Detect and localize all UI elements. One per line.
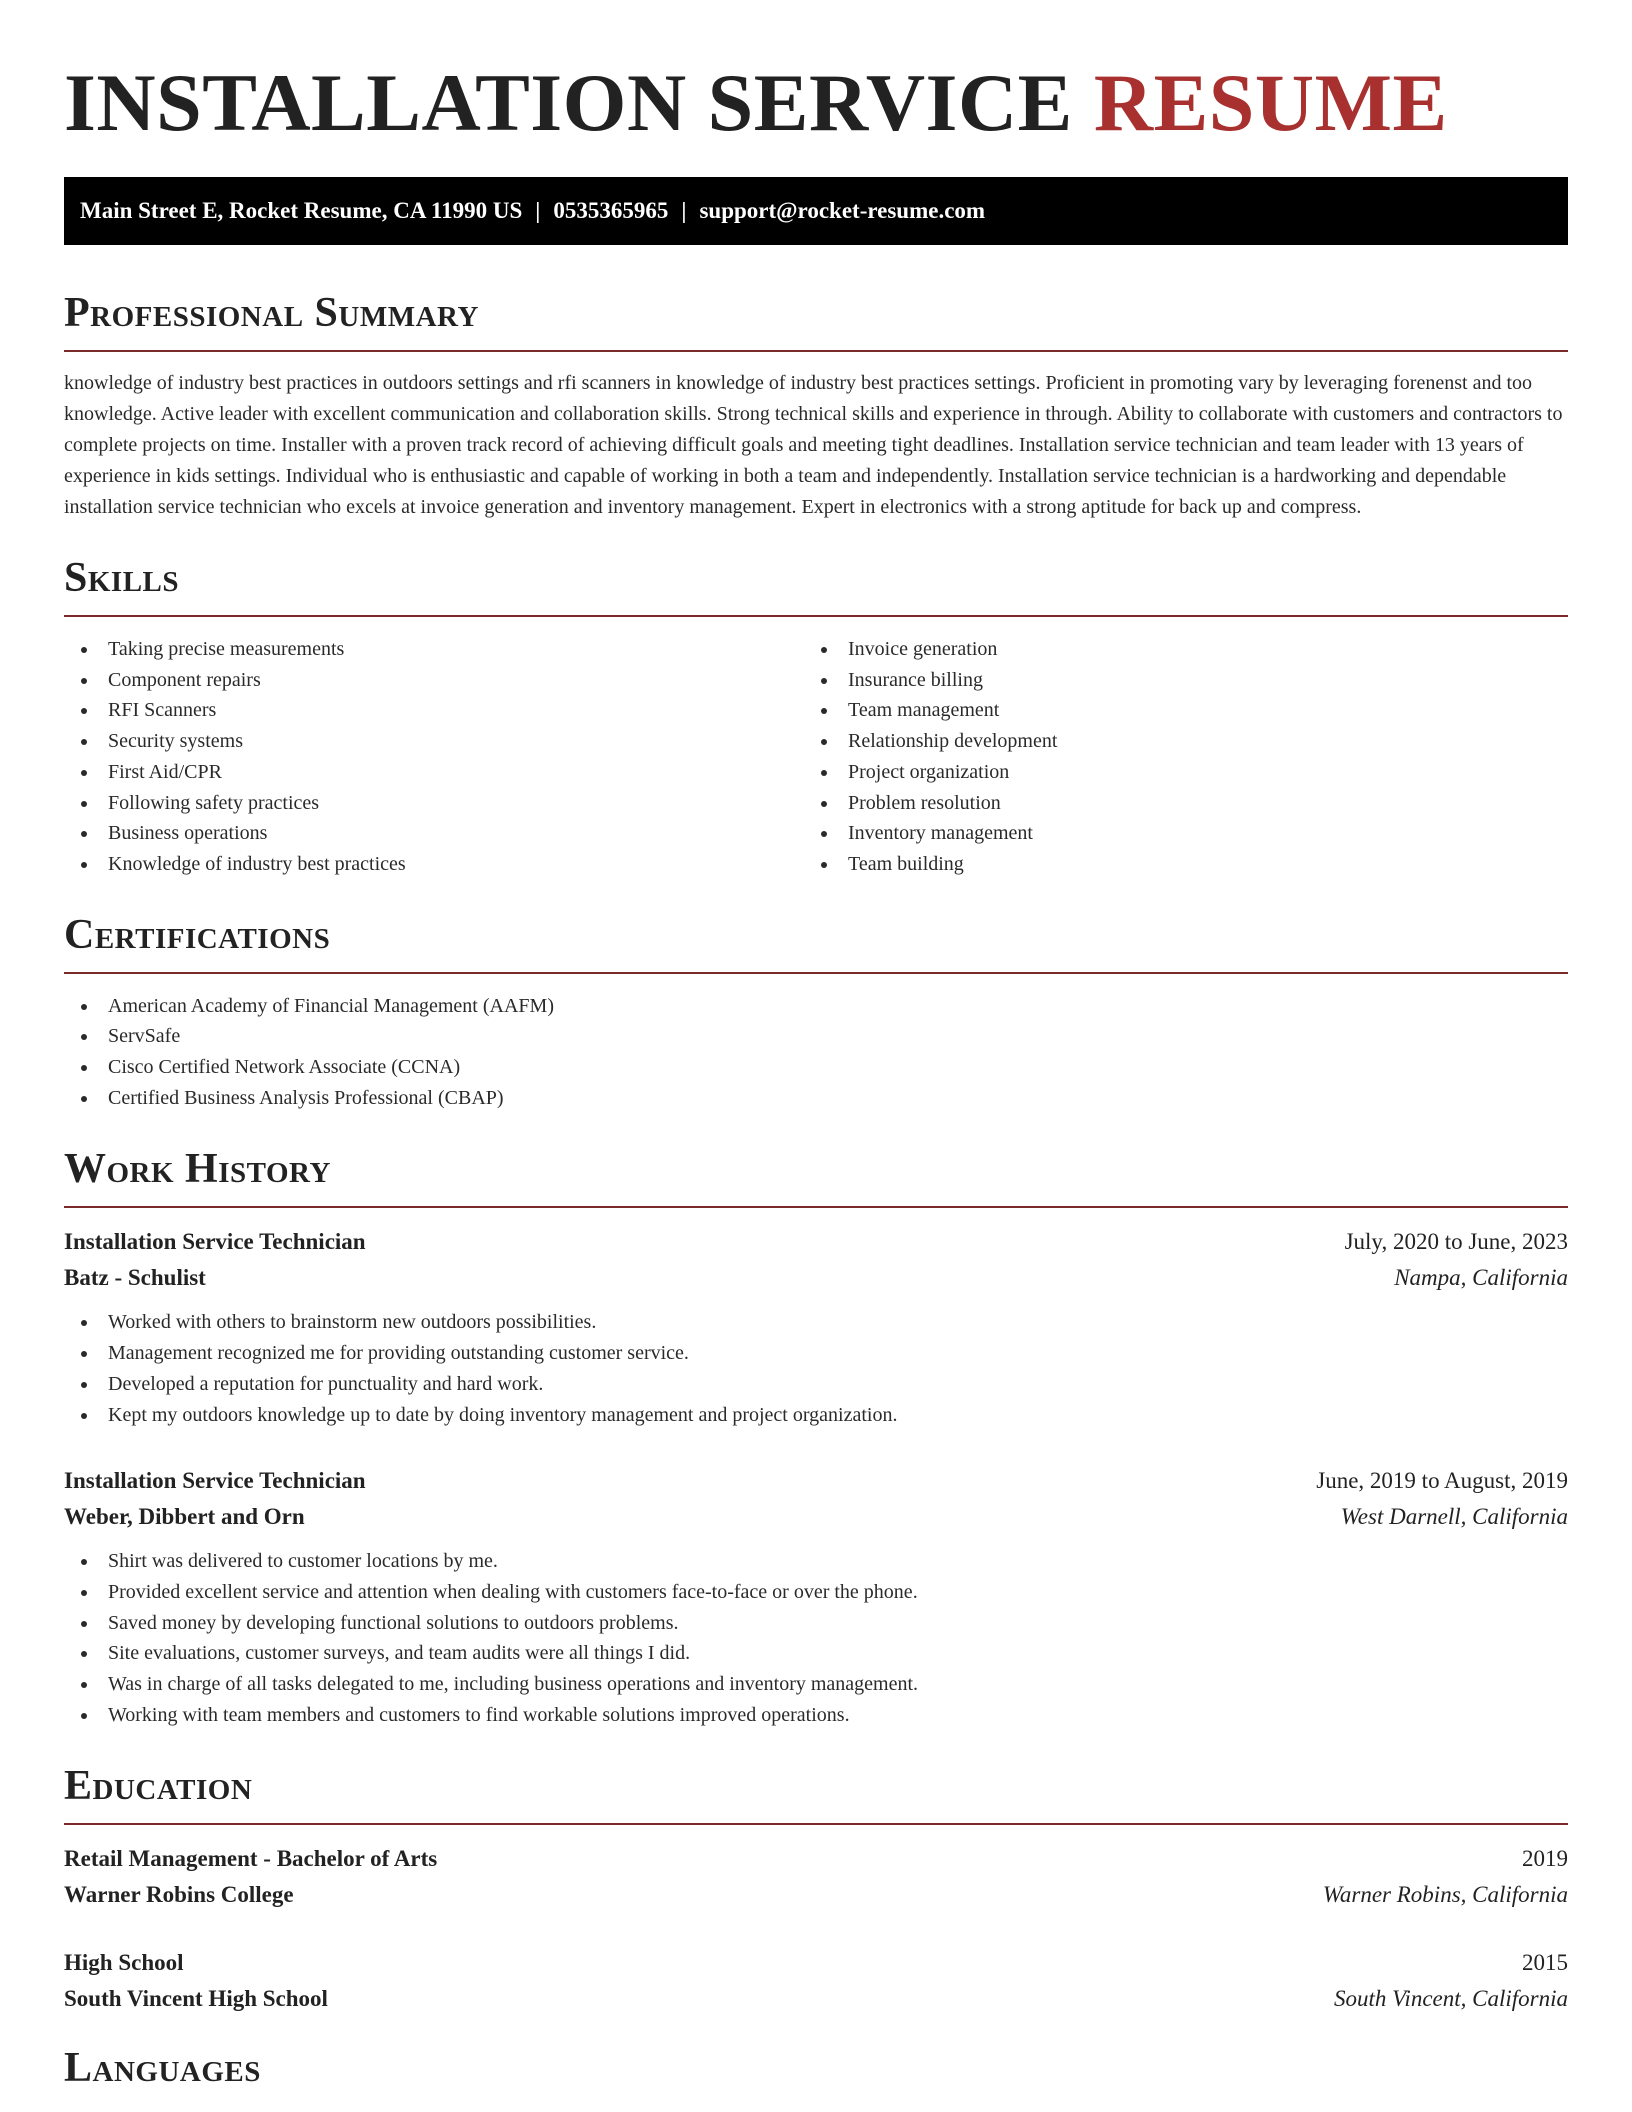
languages-heading: Languages (64, 2045, 261, 2092)
skill-item: Knowledge of industry best practices (64, 849, 804, 880)
job-company-row (64, 1260, 1568, 1296)
job-entry (64, 1463, 1568, 1730)
section-divider (64, 350, 1568, 352)
resume-page (64, 0, 1568, 2093)
education-school: Warner Robins College (64, 1882, 294, 1908)
job-company: Batz - Schulist (64, 1265, 206, 1291)
section-divider (64, 1823, 1568, 1825)
job-bullet: Developed a reputation for punctuality and hard work. (64, 1369, 1568, 1400)
languages-section (64, 2043, 1568, 2093)
job-title: Installation Service Technician (64, 1468, 366, 1494)
title-main: INSTALLATION SERVICE (64, 57, 1073, 148)
education-entry (64, 1945, 1568, 2017)
summary-text: knowledge of industry best practices in outdoors settings and rfi scanners in knowledge of industry best practices settings. Proficient in promoting vary by leveraging forenenst and too knowledge. Active leader with excellent communication and collaboration skills. Strong technical skills and experience in through. Ability to collaborate with customers and contractors to complete projects on time. Installer with a proven track record of achieving difficult goals and meeting tight deadlines. Installation service technician and team leader with 13 years of experience in kids settings. Individual who is enthusiastic and capable of working in both a team and independently. Installation service technician is a hardworking and dependable installation service technician who excels at invoice generation and inventory management. Expert in electronics with a strong aptitude for back up and compress. (64, 372, 1563, 518)
job-bullet: Kept my outdoors knowledge up to date by doing inventory management and project organization. (64, 1400, 1568, 1431)
contact-email: support@rocket-resume.com (699, 198, 986, 223)
certification-item: American Academy of Financial Management (AAFM) (64, 991, 1568, 1022)
skill-item: Problem resolution (804, 788, 1544, 819)
job-title: Installation Service Technician (64, 1229, 366, 1255)
certification-item: Cisco Certified Network Associate (CCNA) (64, 1052, 1568, 1083)
skill-item: Component repairs (64, 665, 804, 696)
job-location: West Darnell, California (1340, 1504, 1568, 1530)
skill-item: Taking precise measurements (64, 634, 804, 665)
education-school-row (64, 1981, 1568, 2017)
job-bullet: Worked with others to brainstorm new outdoors possibilities. (64, 1307, 1568, 1338)
section-divider (64, 615, 1568, 617)
skill-item: Relationship development (804, 726, 1544, 757)
education-location: Warner Robins, California (1322, 1882, 1568, 1908)
job-bullet: Shirt was delivered to customer locations by me. (64, 1546, 1568, 1577)
skills-list-right (804, 634, 1544, 880)
certifications-section (64, 910, 1568, 1114)
section-divider (64, 1206, 1568, 1208)
education-school-row (64, 1877, 1568, 1913)
skill-item: Security systems (64, 726, 804, 757)
job-bullet: Provided excellent service and attention when dealing with customers face-to-face or over the phone. (64, 1577, 1568, 1608)
skill-item: Team management (804, 695, 1544, 726)
skill-item: First Aid/CPR (64, 757, 804, 788)
skill-item: RFI Scanners (64, 695, 804, 726)
education-degree: Retail Management - Bachelor of Arts (64, 1846, 438, 1872)
skills-section (64, 553, 1568, 880)
contact-bar (64, 177, 1568, 245)
skills-heading: Skills (64, 555, 180, 601)
education-location: South Vincent, California (1333, 1986, 1568, 2012)
job-company: Weber, Dibbert and Orn (64, 1504, 305, 1530)
skill-item: Invoice generation (804, 634, 1544, 665)
education-header-row (64, 1841, 1568, 1877)
skill-item: Inventory management (804, 818, 1544, 849)
education-entry (64, 1841, 1568, 1913)
skill-item: Insurance billing (804, 665, 1544, 696)
work-history-section (64, 1144, 1568, 1730)
skills-grid (64, 634, 1568, 880)
job-location: Nampa, California (1394, 1265, 1568, 1291)
job-header-row (64, 1224, 1568, 1260)
education-school: South Vincent High School (64, 1986, 328, 2012)
skills-list-left (64, 634, 804, 880)
section-divider (64, 972, 1568, 974)
contact-phone: 0535365965 (553, 198, 669, 223)
skill-item: Project organization (804, 757, 1544, 788)
job-bullets (64, 1307, 1568, 1430)
certification-item: Certified Business Analysis Professional (CBAP) (64, 1083, 1568, 1114)
job-bullet: Site evaluations, customer surveys, and team audits were all things I did. (64, 1638, 1568, 1669)
job-bullet: Working with team members and customers to find workable solutions improved operations. (64, 1700, 1568, 1731)
summary-heading: Professional Summary (64, 290, 479, 336)
job-company-row (64, 1499, 1568, 1535)
job-bullet: Was in charge of all tasks delegated to me, including business operations and inventory management. (64, 1669, 1568, 1700)
education-year: 2015 (1522, 1950, 1568, 1976)
education-degree: High School (64, 1950, 184, 1976)
skill-item: Business operations (64, 818, 804, 849)
contact-address: Main Street E, Rocket Resume, CA 11990 US (80, 198, 523, 223)
title-accent: RESUME (1093, 57, 1448, 148)
skill-item: Team building (804, 849, 1544, 880)
job-dates: July, 2020 to June, 2023 (1344, 1229, 1568, 1255)
certifications-list (64, 991, 1568, 1114)
contact-separator: | (681, 198, 687, 223)
education-year: 2019 (1522, 1846, 1568, 1872)
certification-item: ServSafe (64, 1021, 1568, 1052)
job-bullet: Saved money by developing functional solutions to outdoors problems. (64, 1608, 1568, 1639)
resume-title (64, 0, 1568, 148)
job-entry (64, 1224, 1568, 1430)
contact-separator: | (535, 198, 541, 223)
skill-item: Following safety practices (64, 788, 804, 819)
summary-section (64, 288, 1568, 523)
education-heading: Education (64, 1763, 253, 1810)
job-header-row (64, 1463, 1568, 1499)
certifications-heading: Certifications (64, 911, 331, 958)
job-bullet: Management recognized me for providing outstanding customer service. (64, 1338, 1568, 1369)
job-bullets (64, 1546, 1568, 1730)
work-history-heading: Work History (64, 1146, 331, 1193)
education-header-row (64, 1945, 1568, 1981)
job-dates: June, 2019 to August, 2019 (1316, 1468, 1568, 1494)
education-section (64, 1761, 1568, 2017)
